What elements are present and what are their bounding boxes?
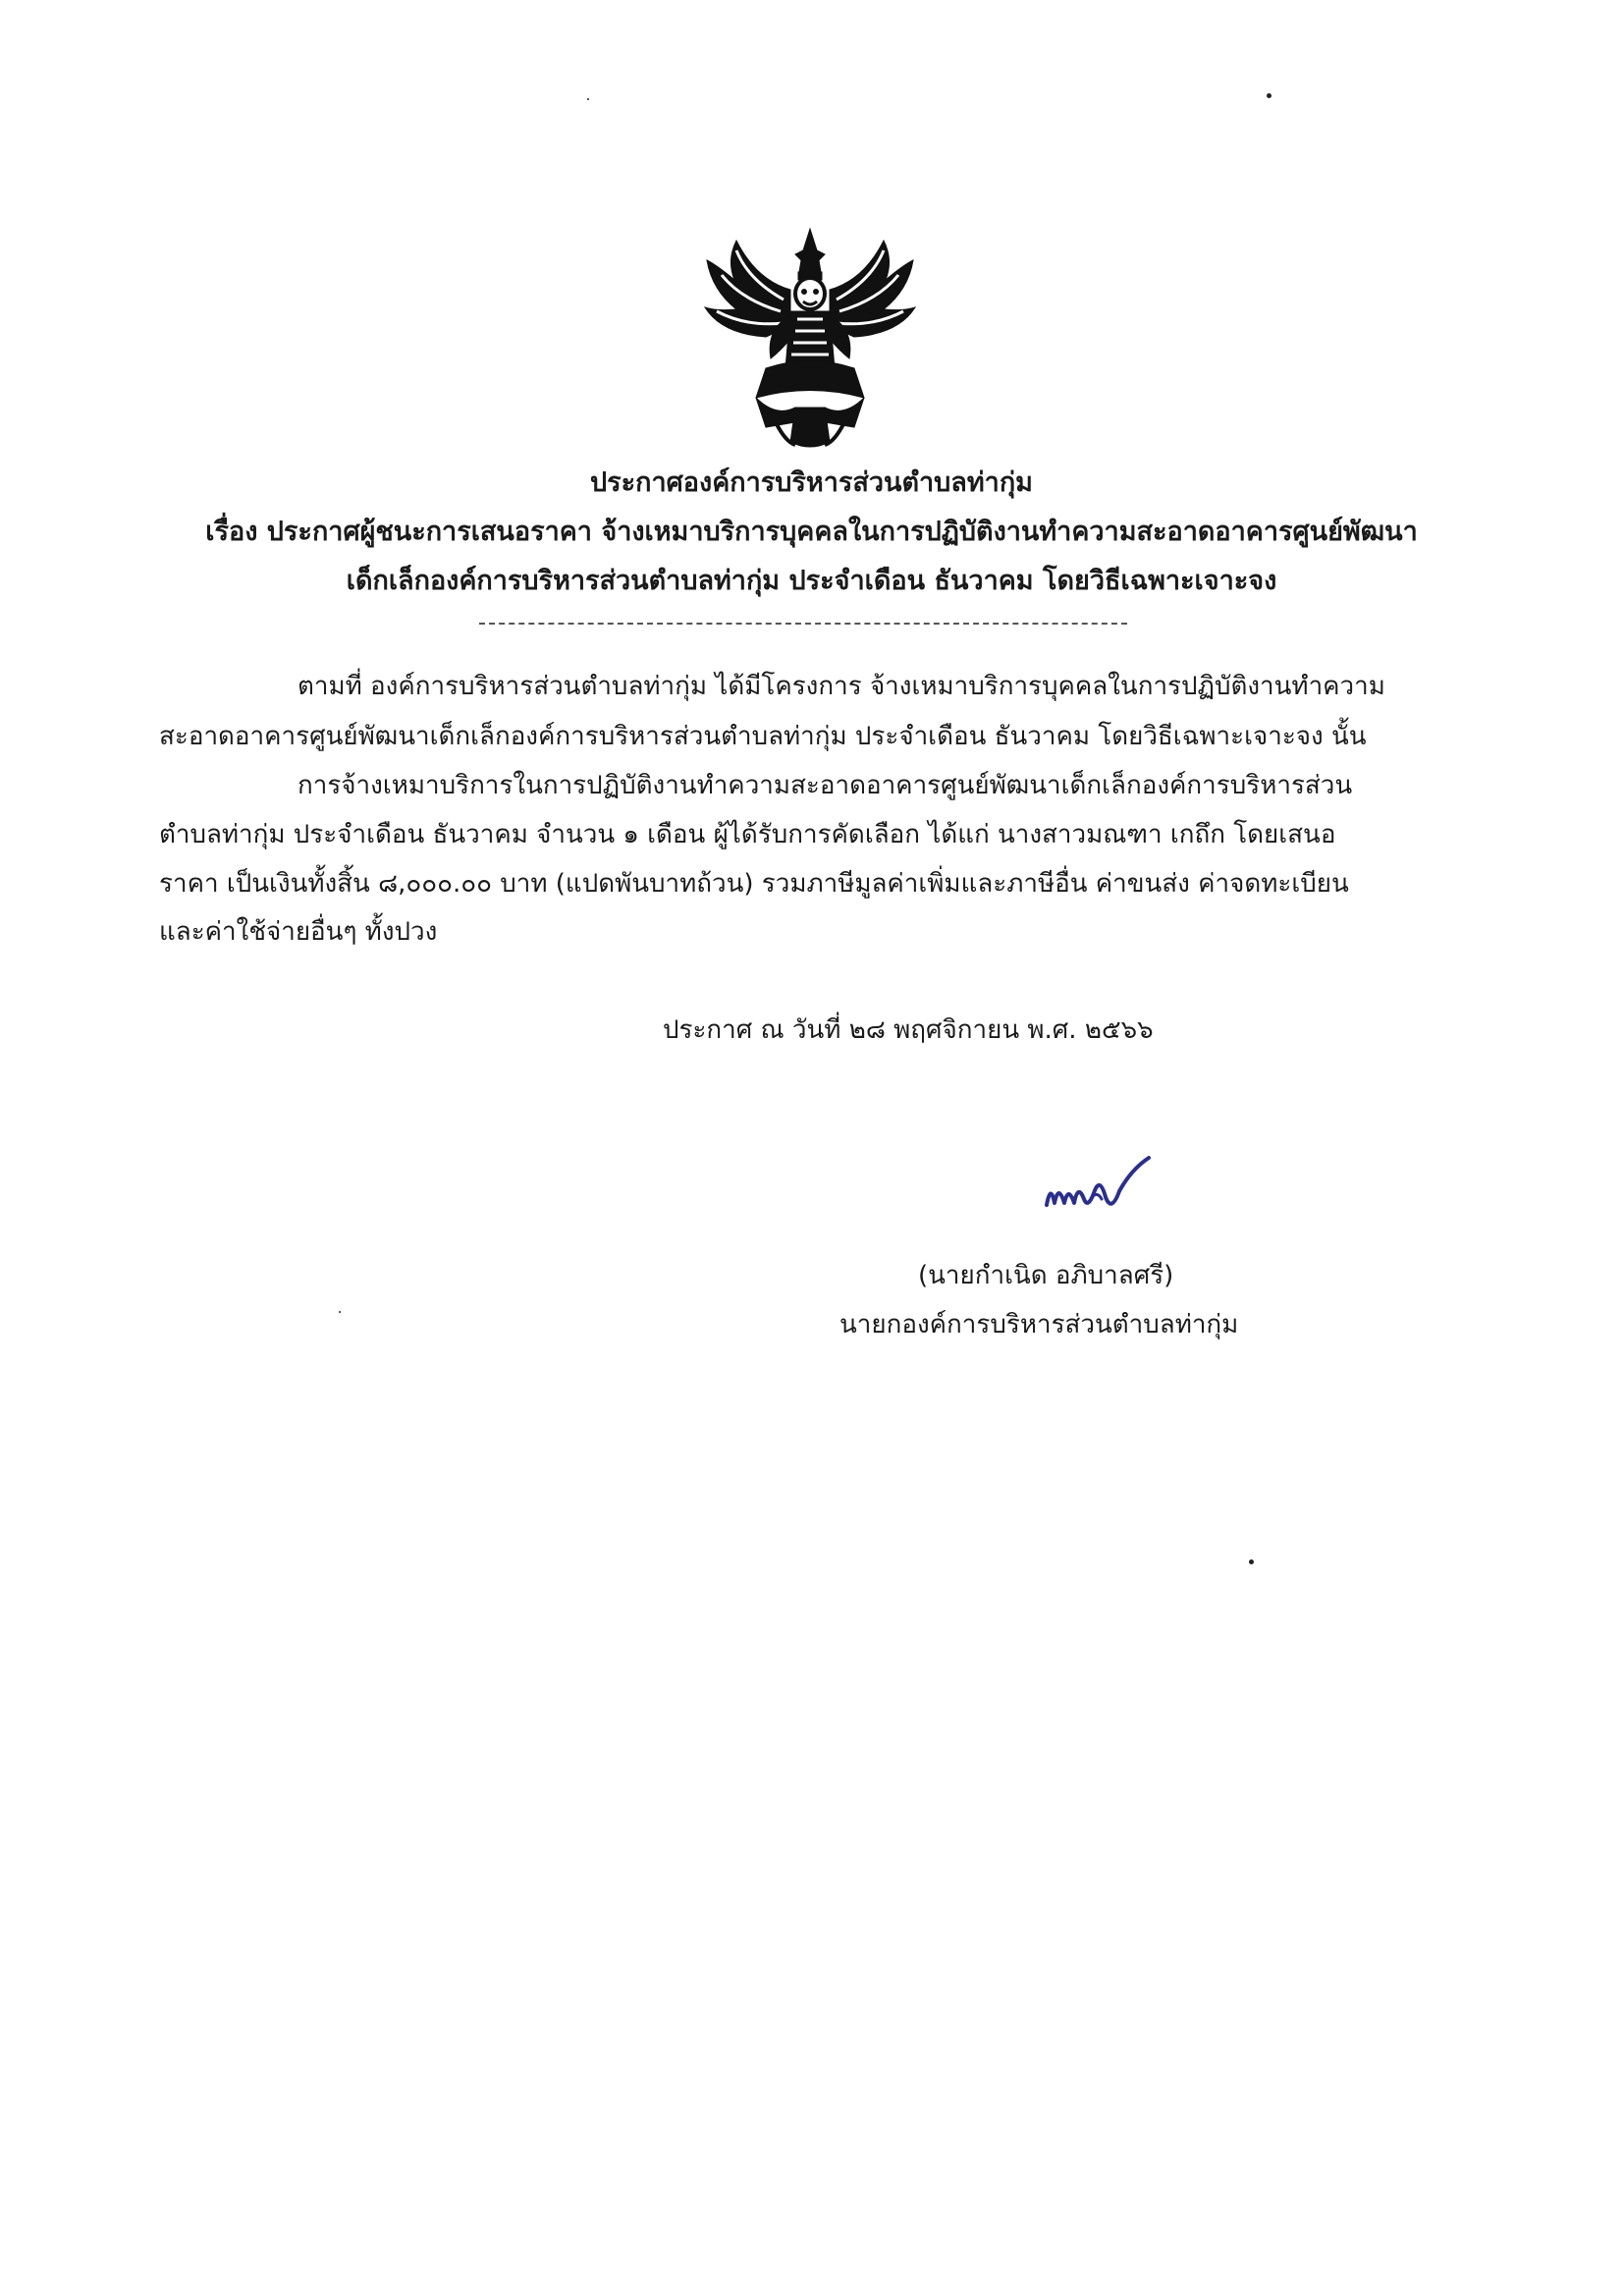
paragraph-1-line-1: ตามที่ องค์การบริหารส่วนตำบลท่ากุ่ม ได้มีโครงการ จ้างเหมาบริการบุคคลในการปฏิบัติงานทำความ <box>298 672 1385 701</box>
scan-speck <box>587 98 589 100</box>
paragraph-2-line-2: ตำบลท่ากุ่ม ประจำเดือน ธันวาคม จำนวน ๑ เดือน ผู้ได้รับการคัดเลือก ได้แก่ นางสาวมณฑา เกถึก โดยเสนอ <box>159 820 1336 849</box>
scan-speck <box>1249 1559 1254 1564</box>
announcement-date: ประกาศ ณ วันที่ ๒๘ พฤศจิกายน พ.ศ. ๒๕๖๖ <box>663 1015 1154 1045</box>
paragraph-1-line-2: สะอาดอาคารศูนย์พัฒนาเด็กเล็กองค์การบริหารส่วนตำบลท่ากุ่ม ประจำเดือน ธันวาคม โดยวิธีเฉพาะเจาะจง นั้น <box>159 722 1367 751</box>
paragraph-2-line-1: การจ้างเหมาบริการในการปฏิบัติงานทำความสะอาดอาคารศูนย์พัฒนาเด็กเล็กองค์การบริหารส่วน <box>298 771 1353 800</box>
paragraph-2-line-4: และค่าใช้จ่ายอื่นๆ ทั้งปวง <box>159 917 438 947</box>
signer-title: นายกองค์การบริหารส่วนตำบลท่ากุ่ม <box>839 1310 1239 1339</box>
signer-name: (นายกำเนิด อภิบาลศรี) <box>918 1261 1174 1290</box>
subject-line-1: เรื่อง ประกาศผู้ชนะการเสนอราคา จ้างเหมาบริการบุคคลในการปฏิบัติงานทำความสะอาดอาคารศูนย์พัฒนา <box>205 517 1418 547</box>
announcement-title: ประกาศองค์การบริหารส่วนตำบลท่ากุ่ม <box>590 467 1033 498</box>
garuda-emblem-icon <box>697 221 923 457</box>
signature-image <box>1043 1154 1153 1223</box>
scan-speck <box>339 1311 341 1313</box>
scan-speck <box>1267 93 1271 98</box>
subject-line-2: เด็กเล็กองค์การบริหารส่วนตำบลท่ากุ่ม ประจำเดือน ธันวาคม โดยวิธีเฉพาะเจาะจง <box>346 566 1277 596</box>
header-divider <box>479 623 1127 625</box>
paragraph-2-line-3: ราคา เป็นเงินทั้งสิ้น ๘,๐๐๐.๐๐ บาท (แปดพันบาทถ้วน) รวมภาษีมูลค่าเพิ่มและภาษีอื่น ค่าขนส่ง ค่าจดทะเบียน <box>159 869 1349 899</box>
